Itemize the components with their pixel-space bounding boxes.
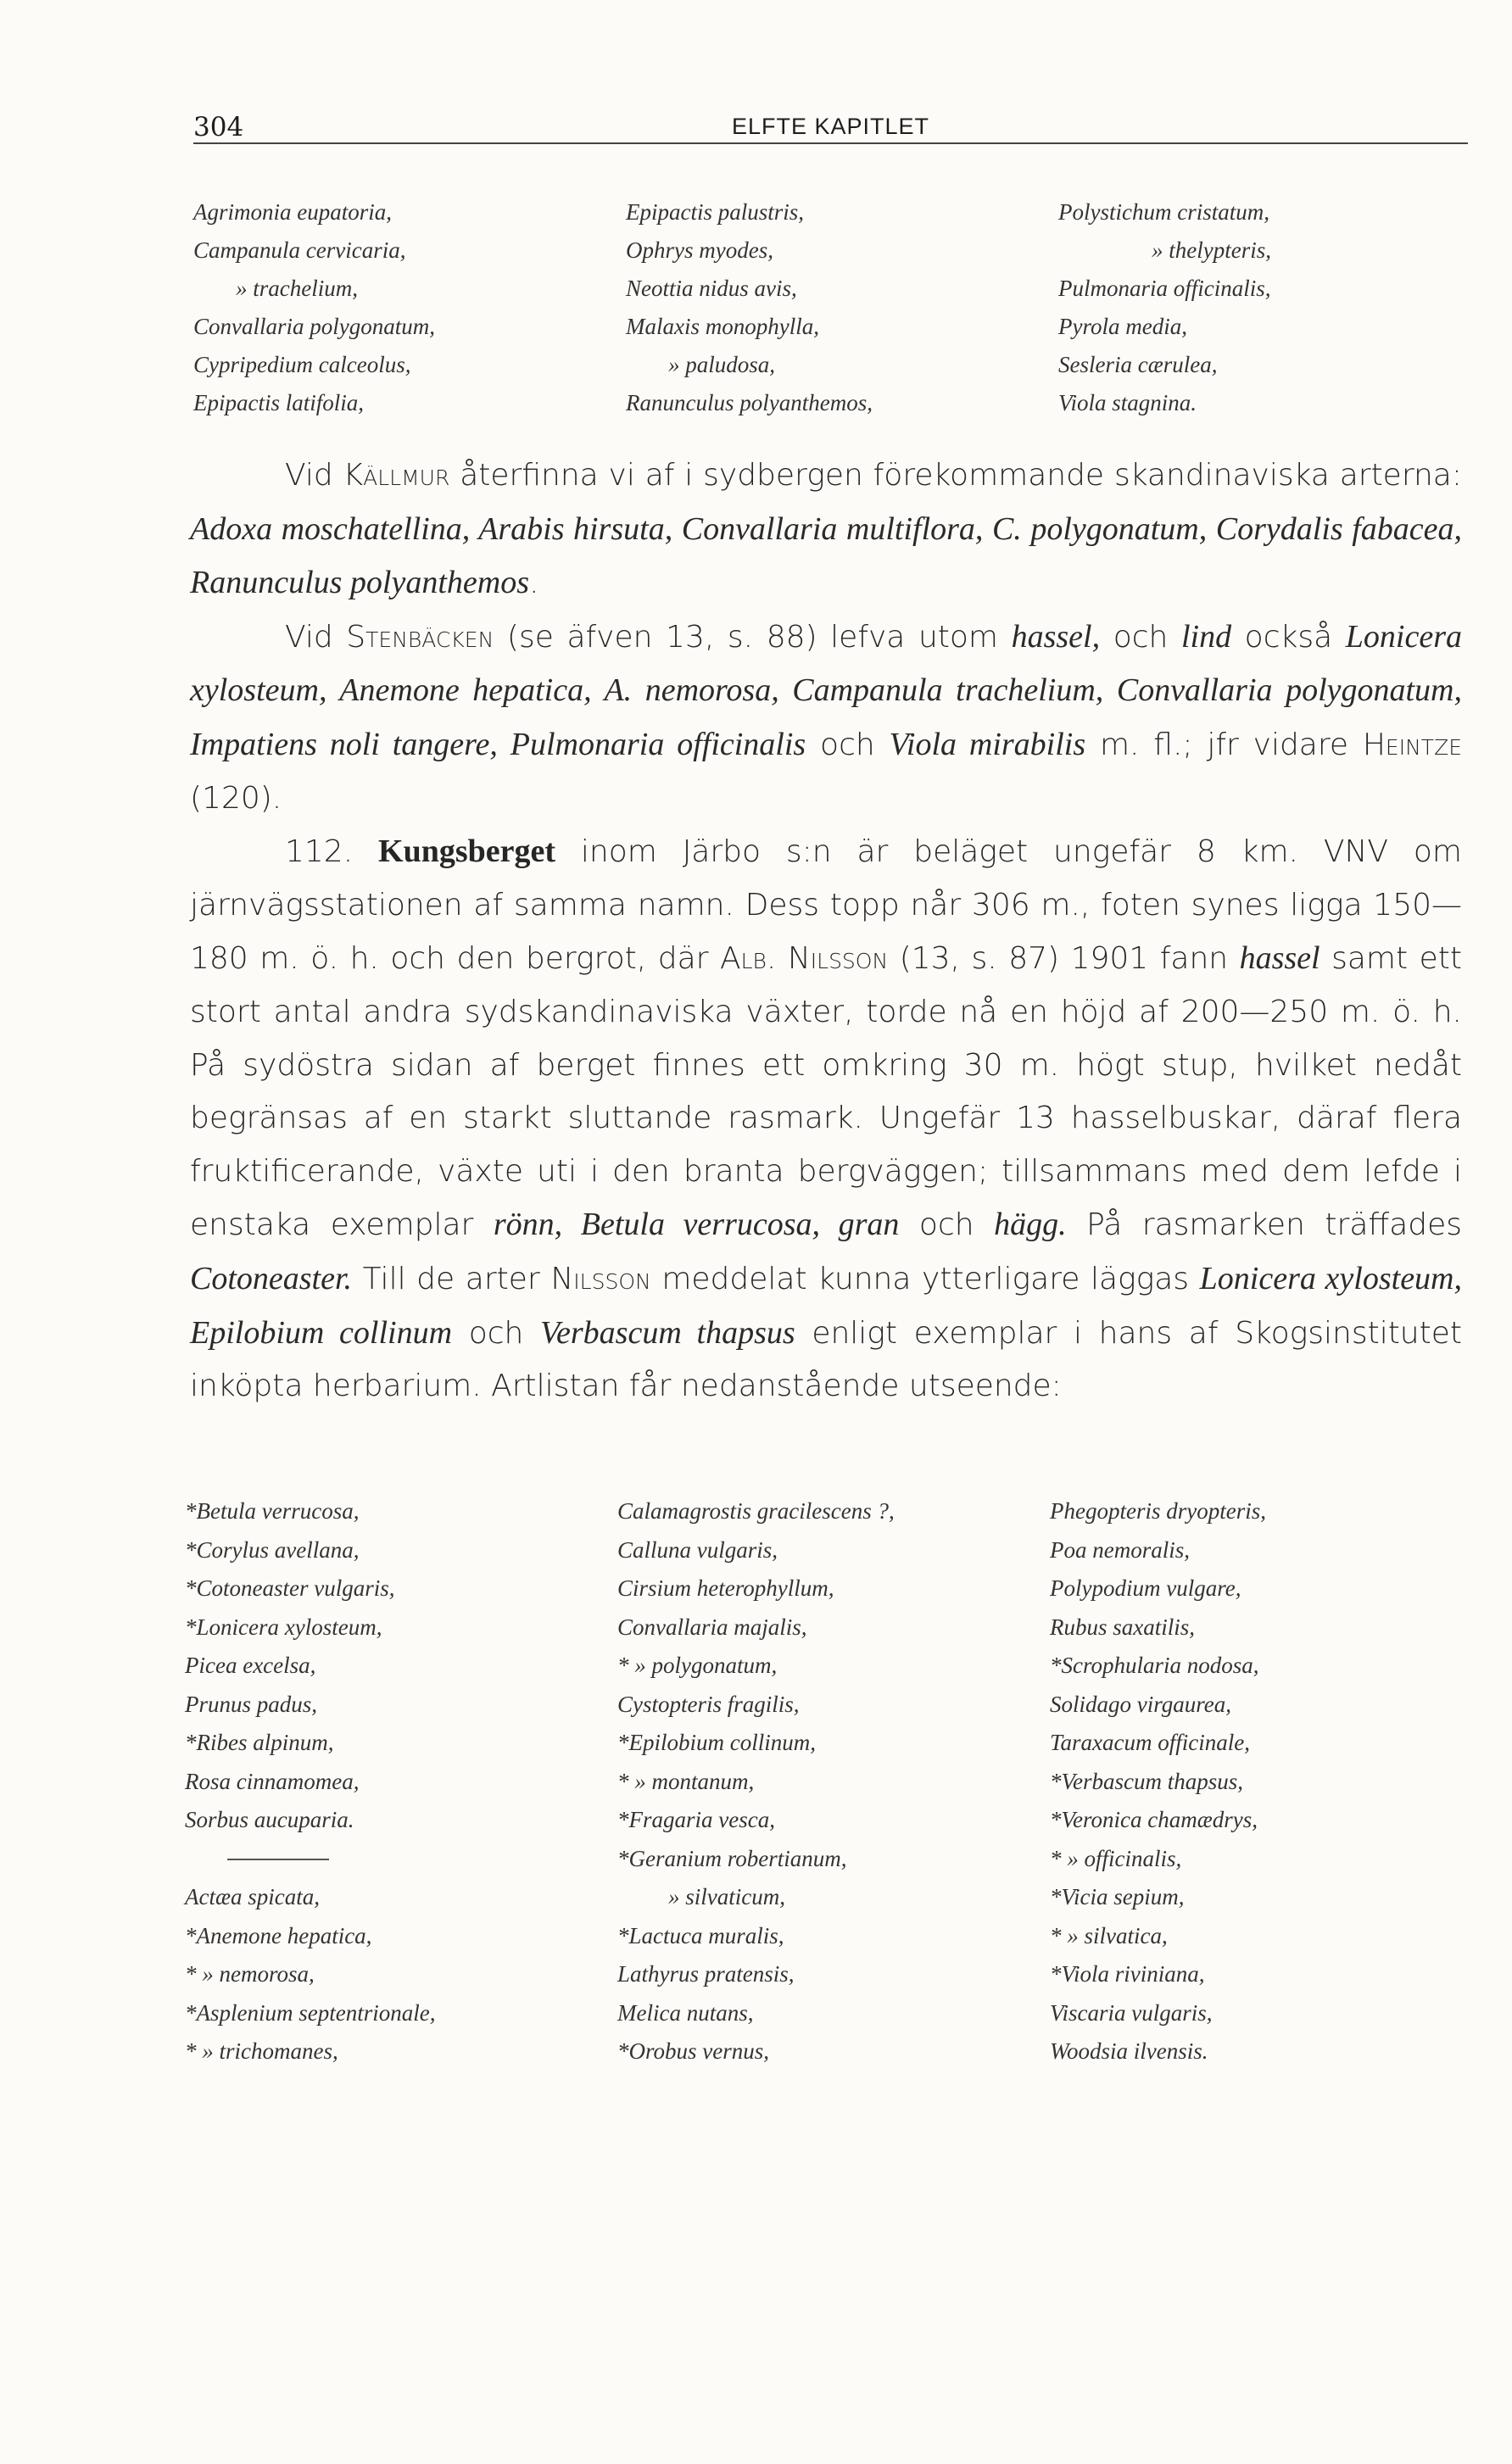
species-entry: *Verbascum thapsus, [1050, 1768, 1243, 1794]
paragraph-kallmur: Vid Källmur återfinna vi af i sydbergen förekommande skandinaviska arterna: Adoxa moschatellina, Arabis hirsuta, Convallaria multiflora, C. polygonatum, Corydalis fabacea, Ranunculus polyanthemos. [190, 458, 1463, 601]
species-entry: * » polygonatum, [617, 1653, 778, 1678]
species-entry: * » silvatica, [1050, 1922, 1168, 1948]
species-entry: * » trichomanes, [185, 2038, 338, 2064]
species-entry: * » montanum, [617, 1768, 755, 1794]
species-column [626, 193, 1058, 422]
species-entry: Cirsium heterophyllum, [617, 1575, 834, 1601]
paragraph-kungsberget: 112. Kungsberget inom Järbo s:n är beläget ungefär 8 km. VNV om järnvägsstationen af samma namn. Dess topp når 306 m., foten synes ligga 150—180 m. ö. h. och den bergrot, där Alb. Nilsson (13, s. 87) 1901 fann hassel samt ett stort antal andra sydskandinaviska växter, torde nå en höjd af 200—250 m. ö. h. På sydöstra sidan af berget finnes ett omkring 30 m. högt stup, hvilket nedåt begränsas af en starkt sluttande rasmark. Ungefär 13 hasselbuskar, däraf flera fruktificerande, växte uti i den branta bergväggen; tillsammans med dem lefde i enstaka exemplar rönn, Betula verrucosa, gran och hägg. På rasmarken träffades Cotoneaster. Till de arter Nilsson meddelat kunna ytterligare läggas Lonicera xylosteum, Epilobium collinum och Verbascum thapsus enligt exemplar i hans af Skogsinstitutet inköpta herbarium. Artlistan får nedanstående utseende: [190, 833, 1463, 1404]
species-entry: *Vicia sepium, [1050, 1884, 1185, 1909]
species-entry: Sorbus aucuparia. [185, 1807, 354, 1832]
species-column [1050, 1492, 1474, 2071]
species-column [185, 1492, 617, 2071]
species-entry: *Ribes alpinum, [185, 1730, 334, 1755]
species-list-top [193, 193, 1482, 422]
species-entry: *Orobus vernus, [617, 2038, 769, 2064]
body-text [190, 449, 1462, 1413]
species-entry: * » officinalis, [1050, 1845, 1182, 1871]
species-entry: Neottia nidus avis, [626, 276, 797, 301]
species-entry: *Betula verrucosa, [185, 1498, 360, 1524]
species-entry: Campanula cervicaria, [193, 237, 406, 263]
species-entry: *Anemone hepatica, [185, 1922, 372, 1948]
species-entry: Taraxacum officinale, [1050, 1730, 1250, 1755]
species-entry: *Asplenium septentrionale, [185, 1999, 436, 2026]
species-entry: Melica nutans, [617, 1999, 754, 2026]
species-entry: Viola stagnina. [1058, 390, 1197, 415]
species-entry: Picea excelsa, [185, 1653, 316, 1678]
species-entry: Prunus padus, [185, 1691, 318, 1717]
species-entry: Pyrola media, [1058, 314, 1187, 339]
species-entry: *Geranium robertianum, [617, 1845, 847, 1871]
species-entry: Polystichum cristatum, [1058, 199, 1269, 225]
species-entry: Phegopteris dryopteris, [1050, 1498, 1266, 1524]
species-entry: *Fragaria vesca, [617, 1807, 775, 1832]
species-entry: Malaxis monophylla, [626, 314, 819, 339]
list-separator [185, 1840, 617, 1879]
species-entry: Epipactis palustris, [626, 199, 805, 225]
species-entry: Convallaria polygonatum, [193, 314, 435, 339]
species-entry: Actæa spicata, [185, 1884, 320, 1909]
species-entry: *Lactuca muralis, [617, 1922, 784, 1948]
species-entry: Sesleria cærulea, [1058, 352, 1218, 377]
species-entry: *Lonicera xylosteum, [185, 1614, 382, 1640]
species-entry: » paludosa, [668, 352, 776, 377]
species-entry: » silvaticum, [668, 1884, 785, 1909]
species-entry: Poa nemoralis, [1050, 1536, 1190, 1563]
species-column [193, 193, 626, 422]
species-column [1058, 193, 1482, 422]
species-entry: » trachelium, [236, 276, 358, 301]
species-entry: Pulmonaria officinalis, [1058, 276, 1271, 301]
running-title: ELFTE KAPITLET [731, 114, 930, 139]
species-list-bottom [185, 1492, 1474, 2071]
species-entry: *Corylus avellana, [185, 1536, 360, 1563]
species-entry: Calamagrostis gracilescens ?, [617, 1498, 895, 1524]
species-entry: *Epilobium collinum, [617, 1730, 816, 1755]
page-header [193, 109, 1468, 144]
species-entry: Ophrys myodes, [626, 237, 773, 263]
species-entry: Cypripedium calceolus, [193, 352, 411, 377]
page-number: 304 [193, 112, 244, 142]
species-entry: *Cotoneaster vulgaris, [185, 1575, 395, 1601]
species-entry: Calluna vulgaris, [617, 1536, 778, 1563]
paragraph-stenbacken: Vid Stenbäcken (se äfven 13, s. 88) lefva utom hassel, och lind också Lonicera xylosteum, Anemone hepatica, A. nemorosa, Campanula trachelium, Convallaria polygonatum, Impatiens noli tangere, Pulmonaria officinalis och Viola mirabilis m. fl.; jfr vidare Heintze (120). [190, 618, 1462, 816]
species-entry: *Viola riviniana, [1050, 1961, 1205, 1987]
species-entry: Solidago virgaurea, [1050, 1691, 1231, 1717]
species-entry: Rosa cinnamomea, [185, 1768, 360, 1794]
species-entry: » thelypteris, [1152, 237, 1271, 263]
species-entry: *Scrophularia nodosa, [1050, 1653, 1259, 1678]
species-entry: Polypodium vulgare, [1050, 1575, 1241, 1601]
species-entry: Viscaria vulgaris, [1050, 1999, 1213, 2026]
species-entry: Agrimonia eupatoria, [193, 199, 392, 225]
species-entry: Cystopteris fragilis, [617, 1691, 800, 1717]
species-entry: *Veronica chamædrys, [1050, 1807, 1258, 1832]
species-entry: Ranunculus polyanthemos, [626, 390, 873, 415]
species-entry: Epipactis latifolia, [193, 390, 364, 415]
species-entry: Lathyrus pratensis, [617, 1961, 795, 1987]
species-entry: Woodsia ilvensis. [1050, 2038, 1208, 2064]
species-entry: * » nemorosa, [185, 1961, 315, 1987]
species-entry: Convallaria majalis, [617, 1614, 807, 1640]
species-column [617, 1492, 1050, 2071]
species-entry: Rubus saxatilis, [1050, 1614, 1196, 1640]
